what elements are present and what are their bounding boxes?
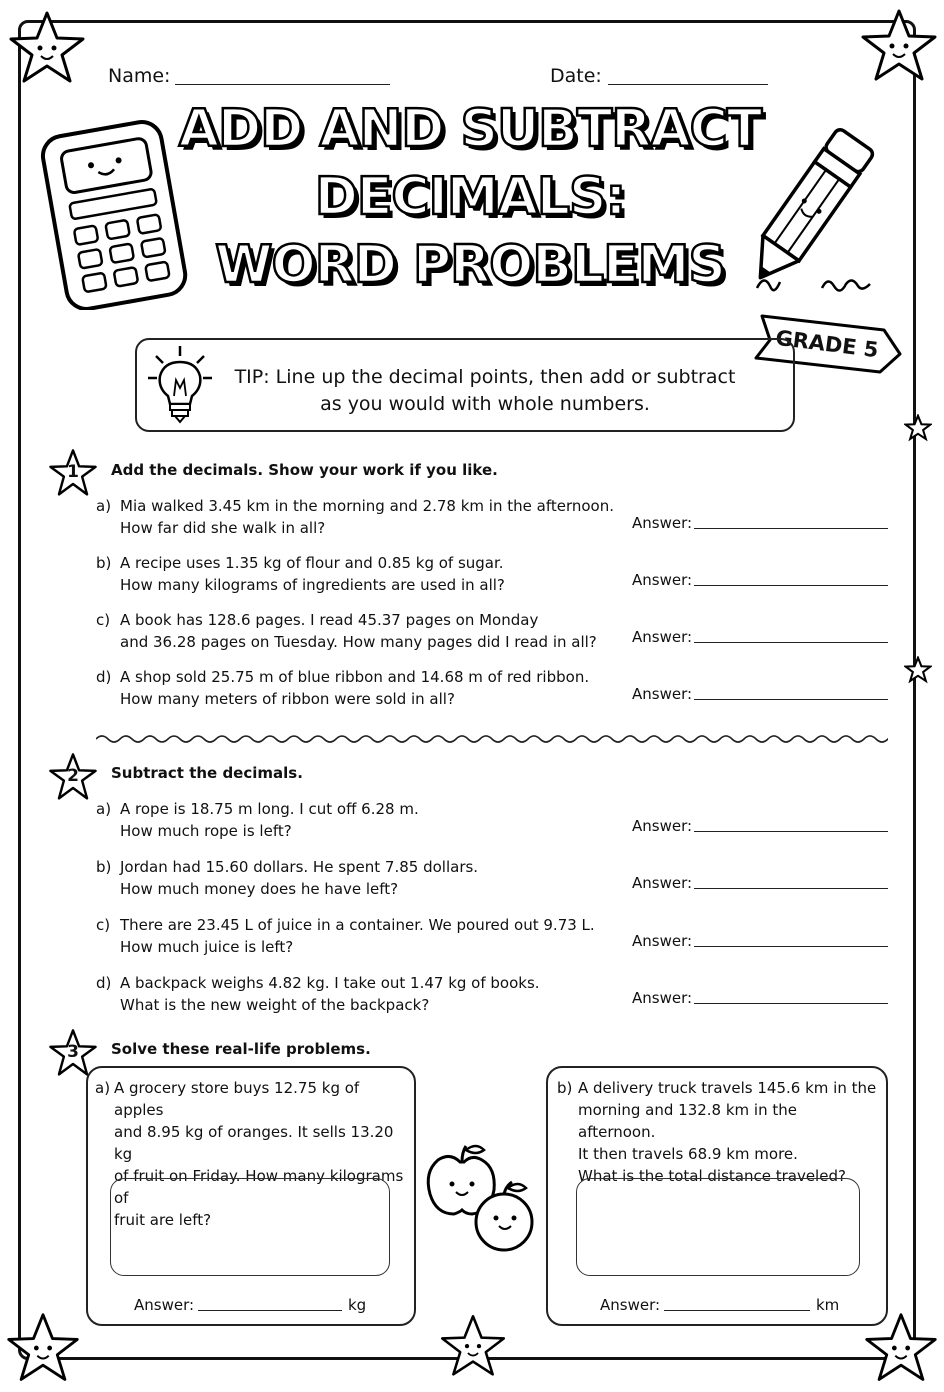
star-icon: [858, 6, 940, 88]
question-line: A rope is 18.75 m long. I cut off 6.28 m.: [120, 800, 419, 818]
question-text: [120, 856, 620, 900]
question-line: A delivery truck travels 145.6 km in the: [578, 1079, 877, 1097]
question-line: fruit are left?: [114, 1211, 212, 1229]
answer-field[interactable]: [694, 1003, 888, 1004]
question-line: Mia walked 3.45 km in the morning and 2.78 km in the afternoon.: [120, 497, 614, 515]
work-area-a[interactable]: [110, 1178, 390, 1276]
question-line: A shop sold 25.75 m of blue ribbon and 14.68 m of red ribbon.: [120, 668, 590, 686]
question-letter: a): [96, 800, 112, 818]
answer-field[interactable]: [694, 946, 888, 947]
answer-field[interactable]: [694, 888, 888, 889]
date-label: Date:: [550, 65, 602, 87]
worksheet-title-line-3: WORD PROBLEMS: [215, 235, 725, 295]
section-3-title: Solve these real-life problems.: [111, 1040, 371, 1058]
question-line: and 36.28 pages on Tuesday. How many pages did I read in all?: [120, 633, 597, 651]
question-line: How much money does he have left?: [120, 880, 399, 898]
date-field[interactable]: [608, 84, 768, 85]
unit-label: km: [816, 1296, 840, 1314]
star-icon: [4, 1310, 82, 1388]
tip-line-2: as you would with whole numbers.: [320, 393, 650, 415]
question-letter: b): [557, 1079, 573, 1097]
star-icon: [904, 656, 932, 684]
answer-label: Answer:: [632, 874, 693, 892]
section-1-number: 1: [67, 462, 79, 482]
tip-line-1: TIP: Line up the decimal points, then add or subtract: [234, 366, 736, 388]
work-area-b[interactable]: [576, 1178, 860, 1276]
answer-label: Answer:: [632, 628, 693, 646]
question-line: What is the new weight of the backpack?: [120, 996, 430, 1014]
answer-field[interactable]: [694, 831, 888, 832]
question-text: [120, 609, 620, 653]
question-line: There are 23.45 L of juice in a container. We poured out 9.73 L.: [120, 916, 595, 934]
question-line: How much rope is left?: [120, 822, 292, 840]
answer-label: Answer:: [632, 932, 693, 950]
section-2-number: 2: [67, 766, 79, 786]
question-line: How many meters of ribbon were sold in all?: [120, 690, 455, 708]
question-letter: b): [96, 858, 112, 876]
answer-field[interactable]: [694, 642, 888, 643]
section-1-title: Add the decimals. Show your work if you like.: [111, 461, 498, 479]
question-line: Jordan had 15.60 dollars. He spent 7.85 dollars.: [120, 858, 479, 876]
question-letter: c): [96, 611, 111, 629]
question-letter: c): [96, 916, 111, 934]
answer-label: Answer:: [632, 685, 693, 703]
question-text: [120, 666, 620, 710]
tip-text: [205, 364, 765, 418]
answer-label: Answer:: [600, 1296, 661, 1314]
answer-field[interactable]: [694, 699, 888, 700]
answer-label: Answer:: [632, 514, 693, 532]
section-2-title: Subtract the decimals.: [111, 764, 303, 782]
wavy-divider: [96, 732, 888, 746]
question-line: and 8.95 kg of oranges. It sells 13.20 kg: [114, 1123, 394, 1163]
apple-icon: [420, 1138, 540, 1258]
question-line: How many kilograms of ingredients are used in all?: [120, 576, 505, 594]
question-line: It then travels 68.9 km more.: [578, 1145, 798, 1163]
answer-label: Answer:: [632, 817, 693, 835]
question-line: A backpack weighs 4.82 kg. I take out 1.47 kg of books.: [120, 974, 540, 992]
question-text: [120, 972, 620, 1016]
section-3-number: 3: [67, 1042, 79, 1062]
question-line: A recipe uses 1.35 kg of flour and 0.85 kg of sugar.: [120, 554, 504, 572]
question-text: [120, 798, 620, 842]
problem-b-text: [578, 1077, 878, 1187]
name-field[interactable]: [175, 84, 390, 85]
question-letter: b): [96, 554, 112, 572]
answer-field[interactable]: [694, 528, 888, 529]
grade-badge: GRADE 5: [774, 325, 880, 363]
question-line: morning and 132.8 km in the afternoon.: [578, 1101, 797, 1141]
star-icon: [438, 1312, 508, 1382]
answer-field[interactable]: [694, 585, 888, 586]
question-text: [120, 495, 620, 539]
answer-field[interactable]: [198, 1310, 342, 1311]
worksheet-title-line-1: ADD AND SUBTRACT: [178, 99, 762, 159]
question-line: How far did she walk in all?: [120, 519, 326, 537]
question-line: of fruit on Friday. How many kilograms of: [114, 1167, 404, 1207]
question-letter: d): [96, 668, 112, 686]
question-letter: a): [95, 1079, 111, 1097]
question-line: What is the total distance traveled?: [578, 1167, 846, 1185]
question-line: How much juice is left?: [120, 938, 294, 956]
question-text: [120, 552, 620, 596]
question-letter: d): [96, 974, 112, 992]
answer-field[interactable]: [664, 1310, 810, 1311]
question-line: A book has 128.6 pages. I read 45.37 pages on Monday: [120, 611, 539, 629]
answer-label: Answer:: [632, 571, 693, 589]
question-line: A grocery store buys 12.75 kg of apples: [114, 1079, 360, 1119]
name-label: Name:: [108, 65, 171, 87]
unit-label: kg: [348, 1296, 367, 1314]
answer-label: Answer:: [632, 989, 693, 1007]
star-icon: [904, 414, 932, 442]
worksheet-title-line-2: DECIMALS:: [314, 167, 626, 227]
answer-label: Answer:: [134, 1296, 195, 1314]
star-icon: [6, 8, 88, 90]
question-text: [120, 914, 620, 958]
question-letter: a): [96, 497, 112, 515]
